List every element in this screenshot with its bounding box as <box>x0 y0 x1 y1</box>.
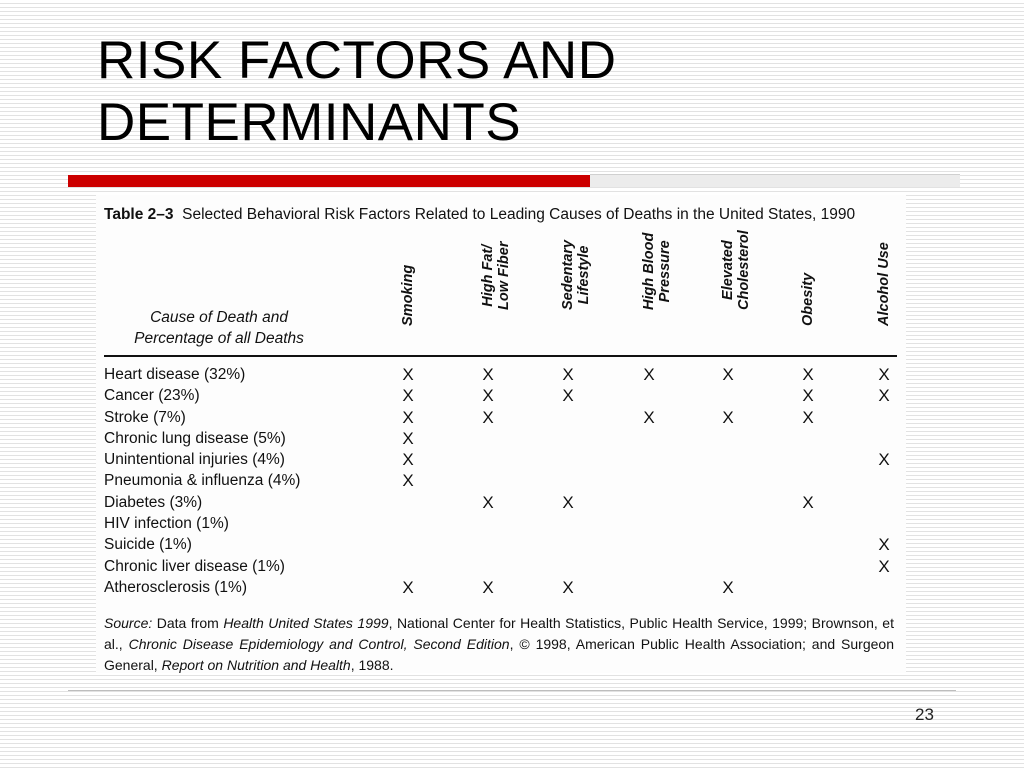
column-header-text <box>876 242 892 326</box>
column-header-line-2: Pressure <box>657 240 673 303</box>
source-title-2: Chronic Disease Epidemiology and Control, Second Edition <box>128 636 510 652</box>
risk-mark: X <box>482 386 494 406</box>
risk-mark: X <box>562 365 574 384</box>
risk-mark: X <box>402 386 414 406</box>
risk-mark: X <box>482 577 494 597</box>
source-text-2: , National Center for Health Statistics, Public Health Service, 1999; Brownson, et al., <box>104 615 894 652</box>
row-cause-label: Heart disease (32%) <box>104 366 246 383</box>
risk-mark: X <box>802 407 814 427</box>
slide-number: 23 <box>915 705 934 724</box>
risk-mark: X <box>402 577 414 597</box>
risk-mark: X <box>878 556 890 576</box>
risk-mark: X <box>722 577 734 597</box>
risk-mark: X <box>722 365 734 384</box>
scanned-table-image <box>96 195 906 673</box>
source-label: Source: <box>104 615 153 631</box>
risk-mark: X <box>878 365 890 384</box>
column-header-line-2: Cholesterol <box>736 230 752 310</box>
title-line-2: DETERMINANTS <box>97 93 522 152</box>
risk-mark: X <box>562 577 574 597</box>
table-caption <box>104 204 894 225</box>
risk-mark: X <box>402 428 414 448</box>
table-caption-label: Table 2–3 <box>104 206 174 223</box>
risk-mark: X <box>643 365 655 384</box>
risk-mark: X <box>878 386 890 406</box>
table-row <box>104 577 904 598</box>
risk-mark: X <box>482 407 494 427</box>
column-header-line-2: Low Fiber <box>496 241 512 310</box>
column-header-text <box>720 230 752 310</box>
row-cause-label: Atherosclerosis (1%) <box>104 578 247 596</box>
table-row <box>104 385 904 406</box>
column-header-line-2: Lifestyle <box>576 245 592 305</box>
risk-mark: X <box>482 492 494 512</box>
source-title-1: Health United States 1999 <box>223 615 389 631</box>
risk-mark: X <box>402 407 414 427</box>
slide-title <box>97 30 616 154</box>
row-cause-label: Cancer (23%) <box>104 387 200 405</box>
risk-mark: X <box>562 492 574 512</box>
risk-mark: X <box>802 492 814 512</box>
source-text-3: , © 1998, American Public Health Association; and Surgeon General, <box>104 636 894 673</box>
column-header-text <box>560 240 592 310</box>
row-cause-label: Diabetes (3%) <box>104 493 203 511</box>
column-header-line-1: High Fat/ <box>480 244 496 307</box>
cause-column-header <box>104 307 334 349</box>
table-body <box>104 364 904 598</box>
column-header-text <box>480 242 512 310</box>
header-rule <box>104 355 897 357</box>
column-header-line-1: Obesity <box>800 272 816 326</box>
risk-mark: X <box>482 365 494 384</box>
column-header-text <box>641 233 673 310</box>
accent-bar-gray <box>590 175 960 187</box>
table-source-note <box>104 613 894 676</box>
risk-mark: X <box>802 365 814 384</box>
column-header-text <box>800 273 816 326</box>
column-header-line-1: Elevated <box>720 240 736 300</box>
table-row <box>104 364 904 385</box>
risk-mark: X <box>402 450 414 470</box>
title-line-1: RISK FACTORS AND <box>97 31 617 90</box>
column-header-text <box>400 265 416 326</box>
column-header-line-1: Sedentary <box>560 239 576 310</box>
table-row <box>104 428 904 449</box>
cause-header-line-2: Percentage of all Deaths <box>134 330 304 347</box>
source-text-4: , 1988. <box>350 657 394 673</box>
table-row <box>104 534 904 555</box>
risk-mark: X <box>402 471 414 491</box>
risk-mark: X <box>643 407 655 427</box>
table-row <box>104 407 904 428</box>
row-cause-label: HIV infection (1%) <box>104 515 229 533</box>
table-row <box>104 449 904 470</box>
row-cause-label: Suicide (1%) <box>104 536 192 554</box>
risk-mark: X <box>722 407 734 427</box>
table-row <box>104 492 904 513</box>
accent-bar-red <box>68 175 590 187</box>
cause-header-line-1: Cause of Death and <box>150 309 288 326</box>
risk-mark: X <box>802 386 814 406</box>
risk-mark: X <box>878 535 890 555</box>
row-cause-label: Unintentional injuries (4%) <box>104 451 285 469</box>
footer-divider <box>68 690 956 691</box>
row-cause-label: Pneumonia & influenza (4%) <box>104 472 301 490</box>
row-cause-label: Chronic lung disease (5%) <box>104 429 286 447</box>
row-cause-label: Chronic liver disease (1%) <box>104 557 285 575</box>
table-row <box>104 470 904 491</box>
table-caption-text: Selected Behavioral Risk Factors Related to Leading Causes of Deaths in the United States, 1990 <box>182 206 856 223</box>
table-row <box>104 513 904 534</box>
column-header-line-1: High Blood <box>641 232 657 310</box>
column-header-line-1: Smoking <box>400 264 416 326</box>
row-cause-label: Stroke (7%) <box>104 408 186 426</box>
risk-mark: X <box>402 365 414 384</box>
risk-mark: X <box>878 450 890 470</box>
column-header-line-1: Alcohol Use <box>876 242 892 326</box>
source-title-3: Report on Nutrition and Health <box>161 657 351 673</box>
table-row <box>104 556 904 577</box>
risk-mark: X <box>562 386 574 406</box>
source-text-1: Data from <box>152 615 224 631</box>
